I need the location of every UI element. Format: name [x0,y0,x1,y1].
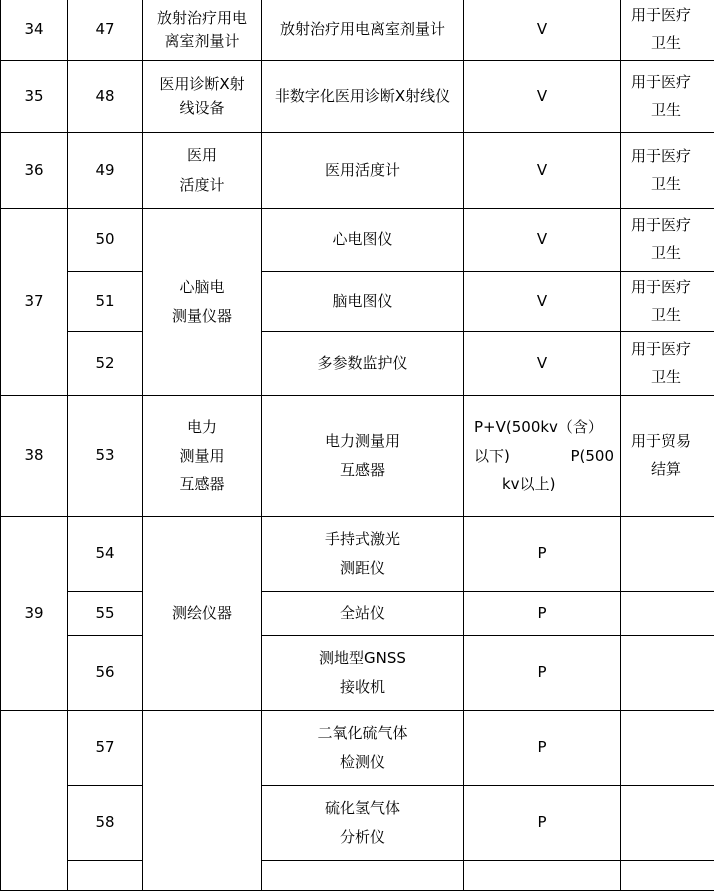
category-cell: 测绘仪器 [143,517,262,711]
item-cell [262,396,464,517]
number-cell: 48 [68,61,143,133]
number-cell: 54 [68,517,143,592]
category-line: 放射治疗用电 [147,7,257,30]
item-line: 互感器 [266,459,459,482]
table-row [1,332,714,396]
item-line: 接收机 [266,676,459,699]
item-line: 电力测量用 [266,430,459,453]
note-cell [621,517,714,592]
item-cell [262,61,464,133]
note-cell [621,711,714,786]
category-line: 测量用 [147,445,257,468]
requirement-cell [464,396,621,517]
category-cell [143,396,262,517]
note-line: 用于医疗 [631,143,710,171]
item-cell [262,517,464,592]
number-cell: 51 [68,272,143,332]
note-line: 用于医疗 [631,2,710,30]
note-cell [621,209,714,272]
note-cell [621,272,714,332]
note-line: 卫生 [631,302,710,330]
item-cell: 多参数监护仪 [262,332,464,396]
note-cell [621,396,714,517]
category-line: 医用 [147,144,257,167]
number-cell: 56 [68,636,143,711]
requirement-line: kv以上) [474,470,614,499]
note-cell [621,0,714,61]
category-line: 线设备 [147,97,257,120]
seq-cell: 38 [1,396,68,517]
number-cell: 52 [68,332,143,396]
seq-cell: 39 [1,517,68,711]
table-row [1,209,714,272]
note-line: 用于医疗 [631,274,710,302]
note-line: 用于医疗 [631,69,710,97]
requirement-cell: P [464,517,621,592]
item-cell [262,786,464,861]
requirement-fragment: 以下) [474,447,510,465]
table-row [1,592,714,636]
note-line: 用于贸易 [631,428,710,456]
note-cell [621,61,714,133]
note-line: 用于医疗 [631,212,710,240]
requirement-cell: P [464,786,621,861]
table-row [1,0,714,61]
item-line: 硫化氢气体 [266,797,459,820]
seq-cell: 37 [1,209,68,396]
item-cell: 脑电图仪 [262,272,464,332]
number-cell: 55 [68,592,143,636]
category-line: 电力 [147,416,257,439]
table-row [1,272,714,332]
item-cell [262,133,464,209]
requirement-cell: P [464,711,621,786]
requirement-cell: V [464,0,621,61]
note-cell [621,332,714,396]
category-line: 互感器 [147,473,257,496]
note-line: 卫生 [631,97,710,125]
requirement-cell: V [464,209,621,272]
category-cell [143,711,262,891]
note-cell [621,636,714,711]
note-cell [621,592,714,636]
category-line: 离室剂量计 [147,30,257,53]
requirement-line: P+V(500kv（含） [474,413,614,442]
number-cell: 58 [68,786,143,861]
item-cell [262,711,464,786]
seq-cell: 35 [1,61,68,133]
requirement-cell: P [464,592,621,636]
number-cell [68,861,143,891]
item-line: 手持式激光 [266,528,459,551]
seq-cell: 36 [1,133,68,209]
number-cell: 49 [68,133,143,209]
requirement-cell: V [464,61,621,133]
number-cell: 50 [68,209,143,272]
table-row [1,711,714,786]
seq-cell [1,711,68,891]
note-cell [621,133,714,209]
note-line: 卫生 [631,240,710,268]
requirement-fragment: P(500 [570,442,614,471]
note-cell [621,786,714,861]
category-line: 心脑电 [147,276,257,299]
table-row [1,636,714,711]
category-cell [143,133,262,209]
note-cell [621,861,714,891]
number-cell: 53 [68,396,143,517]
requirement-cell [464,861,621,891]
category-line: 活度计 [147,174,257,197]
number-cell: 47 [68,0,143,61]
table-row [1,517,714,592]
item-line: 测距仪 [266,557,459,580]
number-cell: 57 [68,711,143,786]
table-row [1,396,714,517]
note-line: 卫生 [631,364,710,392]
category-cell [143,209,262,396]
item-line: 分析仪 [266,826,459,849]
requirement-cell: V [464,272,621,332]
item-line: 二氧化硫气体 [266,722,459,745]
item-cell [262,0,464,61]
note-line: 卫生 [631,171,710,199]
category-cell [143,61,262,133]
requirement-cell: P [464,636,621,711]
category-cell [143,0,262,61]
table-row [1,786,714,861]
note-line: 用于医疗 [631,336,710,364]
table-row [1,861,714,891]
note-line: 结算 [631,456,710,484]
category-line: 测量仪器 [147,305,257,328]
table-row [1,133,714,209]
item-cell: 心电图仪 [262,209,464,272]
requirement-cell: V [464,332,621,396]
requirement-cell: V [464,133,621,209]
item-line: 非数字化医用诊断X射线仪 [266,85,459,108]
seq-cell: 34 [1,0,68,61]
item-cell [262,861,464,891]
category-line: 医用诊断X射 [147,73,257,96]
requirement-line [474,442,614,471]
note-line: 卫生 [631,30,710,58]
item-cell: 全站仪 [262,592,464,636]
item-line: 检测仪 [266,751,459,774]
item-line: 医用活度计 [266,159,459,182]
table-row [1,61,714,133]
item-cell [262,636,464,711]
item-line: 放射治疗用电离室剂量计 [266,18,459,41]
item-line: 测地型GNSS [266,647,459,670]
